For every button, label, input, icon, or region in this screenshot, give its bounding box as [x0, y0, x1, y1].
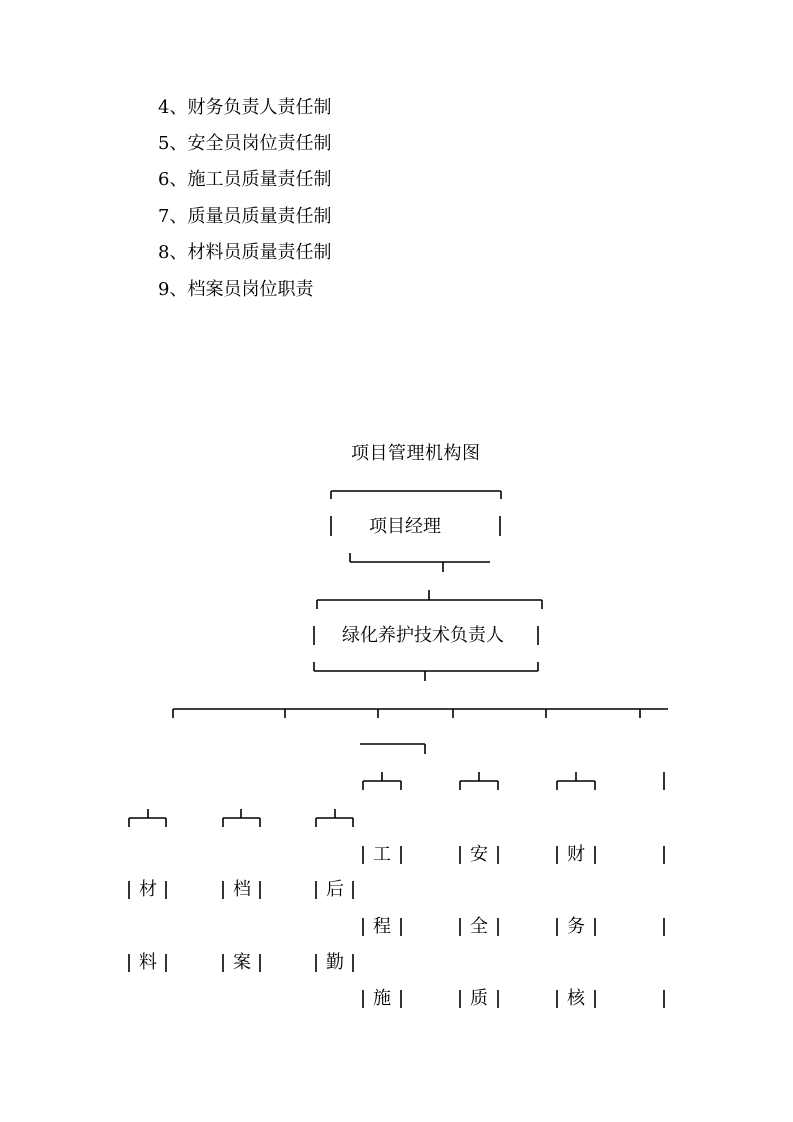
safety-quality-col: 质 — [470, 988, 488, 1009]
engineering-construction-col: 施 — [373, 988, 391, 1009]
finance-audit-col: 核 — [567, 988, 585, 1009]
engineering-construction-col: 程 — [373, 916, 391, 937]
list-item: 6、施工员质量责任制 — [158, 169, 332, 190]
archives-col: 档 — [233, 879, 251, 900]
logistics-col: 勤 — [326, 952, 344, 973]
archives-col: 案 — [233, 952, 251, 973]
safety-quality-col: 全 — [470, 916, 488, 937]
list-item: 7、质量员质量责任制 — [158, 206, 332, 227]
finance-audit-col: 务 — [567, 916, 585, 937]
list-item: 8、材料员质量责任制 — [158, 242, 332, 263]
engineering-construction-col: 工 — [373, 844, 391, 865]
list-item: 4、财务负责人责任制 — [158, 97, 332, 118]
safety-quality-col: 安 — [470, 844, 488, 865]
technical-lead-box: 绿化养护技术负责人 — [342, 625, 504, 646]
finance-audit-col: 财 — [567, 844, 585, 865]
logistics-col: 后 — [326, 879, 344, 900]
project-manager-box: 项目经理 — [369, 516, 441, 537]
materials-col: 料 — [139, 952, 157, 973]
list-item: 9、档案员岗位职责 — [158, 279, 314, 300]
list-item: 5、安全员岗位责任制 — [158, 133, 332, 154]
materials-col: 材 — [139, 879, 157, 900]
org-chart-title: 项目管理机构图 — [351, 443, 481, 464]
